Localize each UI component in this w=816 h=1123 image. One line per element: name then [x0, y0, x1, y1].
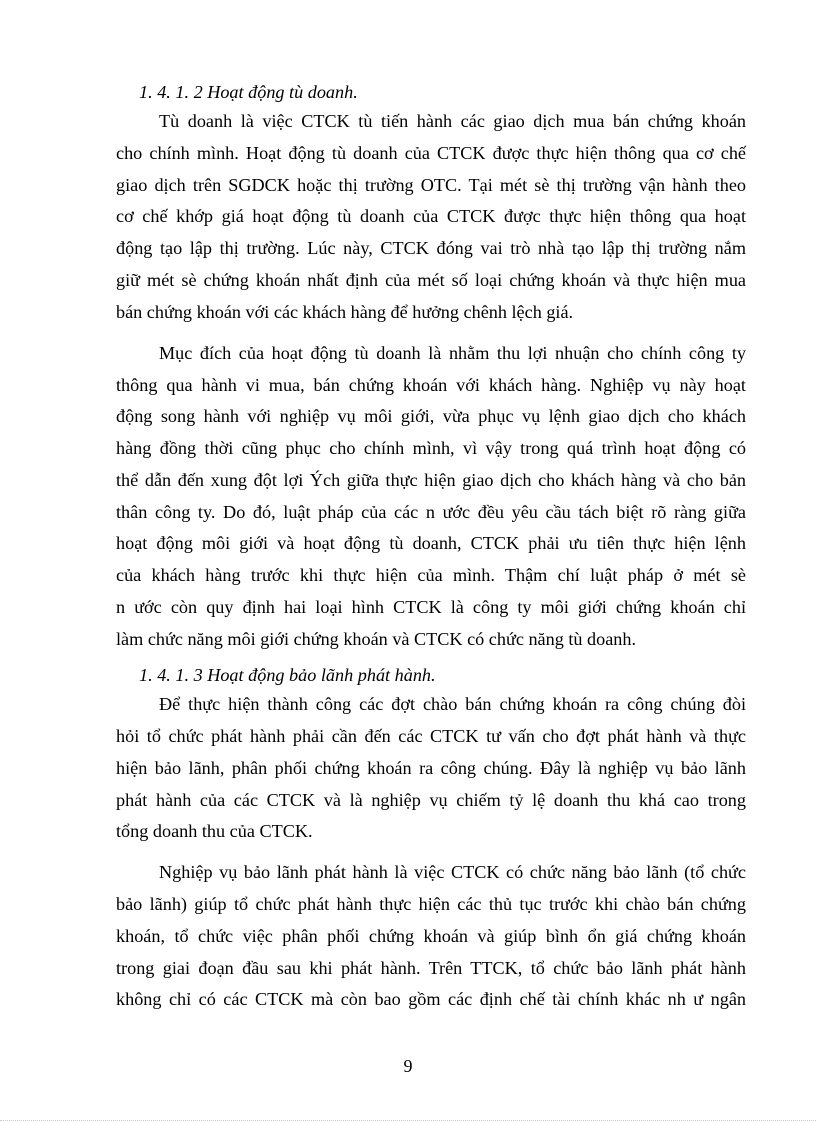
paragraph-line: tổng doanh thu của CTCK.: [116, 821, 313, 841]
paragraph-line: Mục đích của hoạt động tù doanh là nhằm thu lợi nhuận cho chính công ty: [159, 343, 746, 363]
paragraph-line: cơ chế khớp giá hoạt động tù doanh của CTCK được thực hiện thông qua hoạt: [116, 206, 746, 226]
paragraph-line: n ước còn quy định hai loại hình CTCK là công ty môi giới chứng khoán chỉ: [116, 597, 746, 617]
paragraph-line: bảo lãnh) giúp tổ chức phát hành thực hiện các thủ tục trước khi chào bán chứng: [116, 894, 746, 914]
paragraph-line: Để thực hiện thành công các đợt chào bán chứng khoán ra công chúng đòi: [159, 694, 746, 714]
page-bottom-divider: [0, 1120, 816, 1121]
paragraph-line: làm chức năng môi giới chứng khoán và CTCK có chức năng tù doanh.: [116, 629, 637, 649]
paragraph-line: bán chứng khoán với các khách hàng để hưởng chênh lệch giá.: [116, 302, 574, 322]
paragraph-line: hỏi tổ chức phát hành phải cần đến các CTCK tư vấn cho đợt phát hành và thực: [116, 726, 746, 746]
paragraph-line: Tù doanh là việc CTCK tù tiến hành các giao dịch mua bán chứng khoán: [159, 111, 746, 131]
section-heading-1-4-1-3: 1. 4. 1. 3 Hoạt động bảo lãnh phát hành.: [139, 665, 436, 685]
paragraph-line: thân công ty. Do đó, luật pháp của các n ước đều yêu cầu tách biệt rõ ràng giữa: [116, 502, 746, 522]
paragraph-line: giữ mét sè chứng khoán nhất định của mét số loại chứng khoán và thực hiện mua: [116, 270, 746, 290]
paragraph-line: Nghiệp vụ bảo lãnh phát hành là việc CTCK có chức năng bảo lãnh (tổ chức: [159, 862, 746, 882]
paragraph-line: hoạt động môi giới và hoạt động tù doanh, CTCK phải ưu tiên thực hiện lệnh: [116, 533, 746, 553]
paragraph-line: hiện bảo lãnh, phân phối chứng khoán ra công chúng. Đây là nghiệp vụ bảo lãnh: [116, 758, 746, 778]
paragraph-line: trong giai đoạn đầu sau khi phát hành. Trên TTCK, tổ chức bảo lãnh phát hành: [116, 958, 746, 978]
paragraph-line: phát hành của các CTCK và là nghiệp vụ chiếm tỷ lệ doanh thu khá cao trong: [116, 790, 746, 810]
page-number: 9: [403, 1056, 413, 1076]
paragraph-line: hàng đồng thời cũng phục cho chính mình, vì vậy trong quá trình hoạt động có: [116, 438, 746, 458]
paragraph-line: động song hành với nghiệp vụ môi giới, vừa phục vụ lệnh giao dịch cho khách: [116, 406, 746, 426]
paragraph-line: của khách hàng trước khi thực hiện của mình. Thậm chí luật pháp ở mét sè: [116, 565, 746, 585]
paragraph-line: cho chính mình. Hoạt động tù doanh của CTCK được thực hiện thông qua cơ chế: [116, 143, 746, 163]
paragraph-line: giao dịch trên SGDCK hoặc thị trường OTC. Tại mét sè thị trường vận hành theo: [116, 175, 746, 195]
paragraph-line: thể dẫn đến xung đột lợi Ých giữa thực hiện giao dịch cho khách hàng và cho bản: [116, 470, 746, 490]
section-heading-1-4-1-2: 1. 4. 1. 2 Hoạt động tù doanh.: [139, 82, 358, 102]
paragraph-line: động tạo lập thị trường. Lúc này, CTCK đóng vai trò nhà tạo lập thị trường nắm: [116, 238, 746, 258]
paragraph-line: thông qua hành vi mua, bán chứng khoán với khách hàng. Nghiệp vụ này hoạt: [116, 375, 746, 395]
paragraph-line: khoán, tổ chức việc phân phối chứng khoán và giúp bình ổn giá chứng khoán: [116, 926, 746, 946]
paragraph-line: không chỉ có các CTCK mà còn bao gồm các định chế tài chính khác nh ư ngân: [116, 989, 746, 1009]
